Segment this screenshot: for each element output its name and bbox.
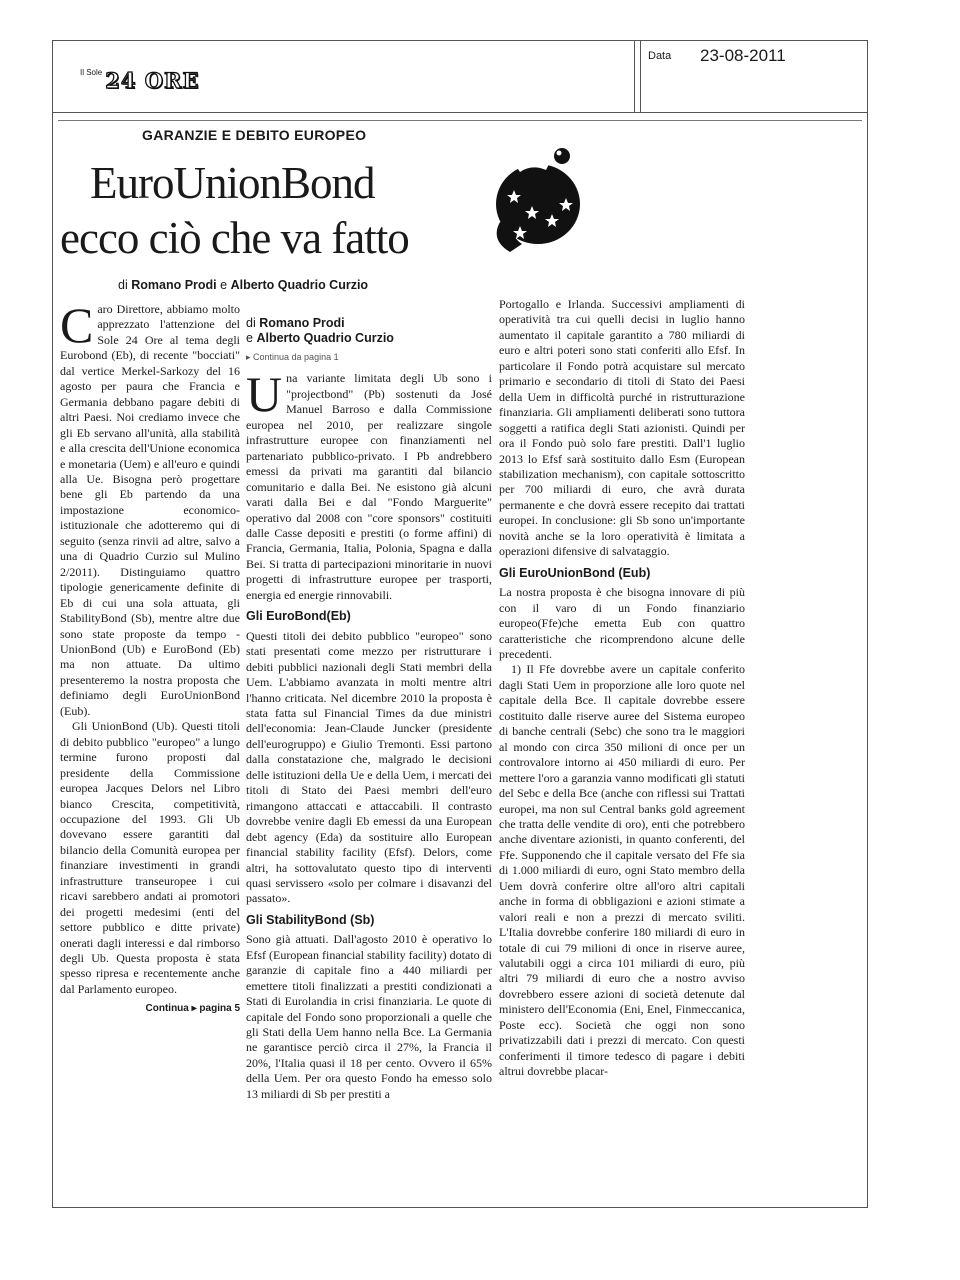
title-line-1: EuroUnionBond bbox=[90, 158, 375, 208]
column-2-byline-prefix: di bbox=[246, 316, 256, 330]
article-title bbox=[60, 156, 409, 266]
column-3-paragraph-2: La nostra proposta è che bisogna innovare di più con il varo di un Fondo finanziario europeo(Ffe)che emetta Eub con quattro caratteristiche che ricomprendono alcune delle precedenti. bbox=[499, 585, 745, 661]
column-1-paragraph-2: Gli UnionBond (Ub). Questi titoli di debito pubblico "europeo" a lungo termine furono proposti dal presidente della Commissione europea Jacques Delors nel Libro bianco Crescita, competitività, occupazione del 1993. Gli Ub dovevano essere garantiti dal bilancio della Comunità europea per finanziare investimenti in grandi infrastrutture transeuropee i cui ricavi sarebbero andati ai promotori dei progetti medesimi (enti del settore pubblico e ditte private) onerati dagli interessi e dal rimborso degli Ub. Questa proposta è stata spesso ripresa e recentemente anche dal Parlamento europeo. bbox=[60, 719, 240, 996]
column-2-byline bbox=[246, 316, 492, 346]
column-2-byline-and: e bbox=[246, 331, 253, 345]
logo-big-text: 24 ORE bbox=[105, 68, 200, 93]
column-3-paragraph-1: Portogallo e Irlanda. Successivi ampliamenti di operatività tra cui quelli decisi in luglio hanno aumentato il capitale garantito a 780 miliardi di euro e altri poteri sono stati conferiti allo Efsf. In particolare il Fondo potrà acquistare sul mercato primario e secondario di titoli di Stato dei Paesi della Uem in difficoltà purché in ristrutturazione finanziaria. Gli ampliamenti deliberati sono tuttora soggetti a ratifica degli Stati azionisti. Quindi per ora il Fondo può solo fare prestiti. Dall'1 luglio 2013 lo Efsf sarà sostituito dallo Esm (European stabilization mechanism), con capitale sottoscritto per 700 miliardi di euro, che avrà durata permanente e che dovrà essere recepito dai trattati europei. In conclusione: gli Sb sono un'importante novità anche se la loro operatività è limitata a operazioni difensive di salvataggio. bbox=[499, 297, 745, 559]
column-2-byline-author-1: Romano Prodi bbox=[259, 316, 345, 330]
title-line-2: ecco ciò che va fatto bbox=[60, 213, 409, 263]
column-2-paragraph-3: Sono già attuati. Dall'agosto 2010 è operativo lo Efsf (European financial stability facility) dotato di garanzie di capitale fino a 440 miliardi per emettere titoli finalizzati a prestiti condizionati a Stati di Eurolandia in crisi finanziaria. Le quote di capitale del Fondo sono proporzionali a quelle che gli Stati della Uem hanno nella Bce. La Germania ne garantisce perciò circa il 27%, la Francia il 20%, l'Italia quasi il 18 per cento. Ovvero il 65% della Uem. Per ora questo Fondo ha emesso solo 13 miliardi di Sb per prestiti a bbox=[246, 932, 492, 1101]
euro-piggy-bank-illustration bbox=[480, 140, 595, 260]
header-vertical-rule-inner bbox=[640, 40, 641, 112]
column-3-paragraph-3: 1) Il Ffe dovrebbe avere un capitale conferito dagli Stati Uem in proporzione alle loro quote nel capitale della Bce. Il capitale dovrebbe essere costituito dalle riserve auree del Sistema europeo di banche centrali (Sebc) che sono tra le maggiori al mondo con circa 350 milioni di once per un controvalore intorno ai 450 miliardi di euro. Per mettere l'oro a garanzia vanno modificati gli statuti del Sebc e della Bce (anche con riflessi sui Trattati europei, ma non sul Central banks gold agreement che tratta delle vendite di oro), enti che potrebbero anche diventare azionisti, in quanto conferenti, del Ffe. Supponendo che il capitale versato del Ffe sia di 1.000 miliardi di euro, ogni Stato membro della Uem dovrà conferire oltre all'oro altri capitali anche in forma di obbligazioni e azioni stimate a valori reali e non a prezzi di mercato sviliti. L'Italia dovrebbe conferire 180 miliardi di euro in totale di cui 79 milioni di once in riserve auree, valutabili oggi a circa 101 miliardi di euro, più altri 79 miliardi di euro che a nostro avviso dovrebbero essere azioni di società detenute dal ministero dell'Economia (Eni, Enel, Finmeccanica, Poste ecc). Società che oggi non sono privatizzabili dati i prezzi di mercato. Con questi conferimenti il timore tedesco di pagare i debiti altrui dovrebbe placar- bbox=[499, 662, 745, 1079]
column-1-paragraph-1 bbox=[60, 297, 240, 719]
subheading-eurobond: Gli EuroBond(Eb) bbox=[246, 609, 351, 624]
date-value: 23-08-2011 bbox=[700, 46, 786, 65]
article-kicker: GARANZIE E DEBITO EUROPEO bbox=[142, 127, 367, 143]
header-vertical-rule bbox=[634, 40, 635, 112]
column-2-paragraph-1-text: na variante limitata degli Ub sono i "projectbond" (Pb) sostenuti da José Manuel Barroso e dalla Commissione europea nel 2010, per realizzare singole infrastrutture europee con finanziamenti nel partenariato pubblico-privato. I Pb andrebbero emessi da privati ma garantiti dal bilancio comunitario e dalla Bei. Ne esistono già alcuni varati dalla Bei e dal "Fondo Marguerite" operativo dal 2008 con "core sponsors" costituiti dalle Casse depositi e prestiti (o forme affini) di Francia, Germania, Italia, Polonia, Spagna e dalla Bei. Si tratta di partecipazioni minoritarie in nuovi progetti di infrastrutture europee per trasporti, energia ed energie rinnovabili. bbox=[246, 371, 492, 602]
logo-small-text: Il Sole bbox=[80, 68, 103, 77]
newspaper-logo bbox=[80, 68, 200, 93]
subheading-stabilitybond: Gli StabilityBond (Sb) bbox=[246, 912, 375, 927]
continued-from-label: ▸ Continua da pagina 1 bbox=[246, 352, 339, 362]
header-divider bbox=[52, 112, 868, 113]
byline-author-1: Romano Prodi bbox=[131, 278, 217, 292]
article-column-3 bbox=[499, 297, 745, 1080]
column-1-paragraph-1-text: aro Direttore, abbiamo molto apprezzato l'attenzione del Sole 24 Ore al tema degli Eurobond (Eb), di recente "bocciati" dal vertice Merkel-Sarkozy del 16 agosto per paura che Francia e Germania debbano pagare debiti di altri Paesi. Noi crediamo invece che gli Eb servano all'unità, alla stabilità e alla crescita dell'Unione economica e monetaria (Uem) e all'euro e quindi alla Ue. Bisogna però progettare bene gli Eb partendo da una impostazione economico-istituzionale che adotteremo qui di seguito (senza rinvii ad altre, salvo a una di Quadrio Curzio sul Mulino 2/2011). Distinguiamo quattro tipologie genericamente definite di Eb di cui una sola attuata, gli StabilityBond (Sb), mentre altre due sono state proposte da tempo - UnionBond (Ub) e EuroBond (Eb) ma non attuate. Da ultimo presenteremo la nostra proposta che definiamo degli EuroUnionBond (Eub). bbox=[60, 302, 240, 718]
column-2-paragraph-1 bbox=[246, 366, 492, 603]
byline-author-2: Alberto Quadrio Curzio bbox=[230, 278, 369, 292]
date-label: Data bbox=[648, 50, 672, 62]
body-divider bbox=[58, 120, 862, 121]
continua-link[interactable]: Continua ▸ pagina 5 bbox=[145, 1003, 240, 1015]
byline-prefix: di bbox=[118, 278, 128, 292]
drop-cap-c: C bbox=[60, 297, 94, 353]
article-column-2 bbox=[246, 316, 492, 1102]
article-column-1 bbox=[60, 297, 240, 1017]
byline-and: e bbox=[220, 278, 228, 292]
subheading-eurounionbond: Gli EuroUnionBond (Eub) bbox=[499, 565, 651, 580]
column-2-paragraph-2: Questi titoli dei debito pubblico "europeo" sono stati presentati come mezzo per ristrutturare i debiti pubblici nazionali degli Stati membri della Uem. L'abbiamo avanzata in molti mentre altri l'hanno criticata. Nel dicembre 2010 la proposta è stata fatta sul Financial Times da due ministri dell'economia: Jean-Claude Juncker (presidente dell'eurogruppo) e Giulio Tremonti. Essi partono dalla constatazione che, malgrado le decisioni delle istituzioni della Ue e della Uem, i mercati dei titoli di Stato dei Paesi membri dell'euro rimangono attaccati e attaccabili. Il contrasto dovrebbe venire dagli Eb emessi da una European debt agency (Eda) da sostituire allo European financial stability facility (Efsf). Delors, come altri, ha sottovalutato questo tipo di interventi quasi servissero «solo per colmare i disavanzi del passato». bbox=[246, 628, 492, 906]
drop-cap-u: U bbox=[246, 366, 283, 423]
column-2-byline-author-2: Alberto Quadrio Curzio bbox=[256, 331, 394, 345]
article-byline bbox=[118, 278, 368, 292]
